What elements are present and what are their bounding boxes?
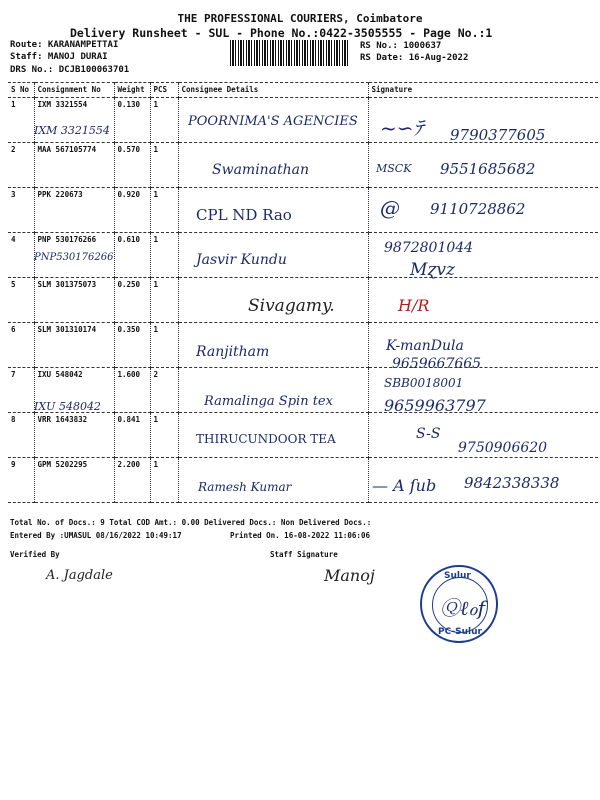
cell-sno: 8 — [8, 413, 34, 458]
handwritten-signature-8: S-S — [416, 426, 441, 442]
cell-consignment: MAA 567105774 — [34, 143, 114, 188]
staff-signature-label: Staff Signature — [270, 550, 338, 559]
handwritten-phone-1: 9790377605 — [450, 126, 546, 144]
cell-weight: 0.570 — [114, 143, 150, 188]
cell-consignment: SLM 301310174 — [34, 323, 114, 368]
handwritten-signature-5: H/R — [398, 296, 430, 315]
cell-sno: 3 — [8, 188, 34, 233]
col-consignment: Consignment No — [34, 83, 114, 98]
col-consignee: Consignee Details — [178, 83, 368, 98]
verified-signature: A. Jagdale — [46, 568, 113, 583]
cell-weight: 2.200 — [114, 458, 150, 503]
cell-weight: 0.130 — [114, 98, 150, 143]
cell-consignment: PNP 530176266 — [34, 233, 114, 278]
cell-pcs: 1 — [150, 233, 178, 278]
col-pcs: PCS — [150, 83, 178, 98]
cell-weight: 0.350 — [114, 323, 150, 368]
handwritten-phone-6: 9659667665 — [392, 356, 482, 372]
barcode — [230, 40, 350, 66]
cell-weight: 0.841 — [114, 413, 150, 458]
signature-mark-1: ~∽ﾃ — [380, 116, 424, 140]
handwritten-phone-8: 9750906620 — [458, 440, 548, 456]
cell-pcs: 1 — [150, 98, 178, 143]
cell-pcs: 1 — [150, 413, 178, 458]
col-weight: Weight — [114, 83, 150, 98]
handwritten-signature-7: SBB0018001 — [384, 376, 464, 390]
handwritten-consignee-9: Ramesh Kumar — [198, 480, 292, 494]
handwritten-phone-4: 9872801044 — [384, 240, 474, 256]
handwritten-consignee-5: Sivagamy. — [248, 296, 335, 316]
cell-weight: 0.250 — [114, 278, 150, 323]
route-label: Route: KARANAMPETTAI — [10, 40, 119, 50]
handwritten-consignment-7: IXU 548042 — [34, 400, 101, 413]
staff-label: Staff: MANOJ DURAI — [10, 52, 108, 62]
cell-pcs: 1 — [150, 188, 178, 233]
cell-consignment: IXU 548042 — [34, 368, 114, 413]
cell-weight: 0.610 — [114, 233, 150, 278]
cell-sno: 6 — [8, 323, 34, 368]
table-header-row — [8, 83, 598, 98]
handwritten-consignee-2: Swaminathan — [212, 162, 310, 178]
cell-weight: 0.920 — [114, 188, 150, 233]
verified-by-label: Verified By — [10, 550, 60, 559]
cell-consignment: PPK 220673 — [34, 188, 114, 233]
cell-sno: 4 — [8, 233, 34, 278]
handwritten-phone-2: 9551685682 — [440, 160, 536, 178]
handwritten-consignee-1: POORNIMA'S AGENCIES — [188, 114, 358, 129]
signature-mark-9: — A ſub — [372, 476, 437, 495]
handwritten-consignment-1: IXM 3321554 — [34, 124, 110, 137]
signature-mark-4: Мɀvz — [410, 260, 455, 280]
handwritten-phone-9: 9842338338 — [464, 474, 560, 492]
rs-date: RS Date: 16-Aug-2022 — [360, 53, 469, 63]
handwritten-consignee-6: Ranjitham — [196, 344, 270, 360]
handwritten-consignee-7: Ramalinga Spin tex — [204, 394, 333, 409]
cell-consignment: GPM 5202295 — [34, 458, 114, 503]
stamp-text-bottom: PC-Sulur — [438, 627, 482, 637]
cell-consignment: IXM 3321554 — [34, 98, 114, 143]
col-sno: S No — [8, 83, 34, 98]
cell-consignment: SLM 301375073 — [34, 278, 114, 323]
stamp-signature-scribble: Ⓠℓℴf — [440, 596, 485, 620]
stamp-text-top: Sulur — [444, 571, 471, 581]
cell-sno: 1 — [8, 98, 34, 143]
handwritten-consignee-4: Jasvir Kundu — [196, 252, 287, 268]
cell-pcs: 1 — [150, 143, 178, 188]
staff-signature: Manoj — [324, 566, 375, 585]
table-row — [8, 323, 598, 368]
rs-number: RS No.: 1000637 — [360, 41, 442, 51]
cell-weight: 1.600 — [114, 368, 150, 413]
cell-pcs: 2 — [150, 368, 178, 413]
handwritten-phone-7: 9659963797 — [384, 396, 486, 415]
handwritten-consignee-8: THIRUCUNDOOR TEA — [196, 432, 336, 446]
printed-on: Printed On. 16-08-2022 11:06:06 — [230, 531, 370, 540]
cell-consignment: VRR 1643832 — [34, 413, 114, 458]
entered-by: Entered By :UMASUL 08/16/2022 10:49:17 — [10, 531, 182, 540]
cell-sno: 7 — [8, 368, 34, 413]
handwritten-signature-6: K-manDula — [386, 338, 464, 354]
cell-pcs: 1 — [150, 278, 178, 323]
handwritten-phone-3: 9110728862 — [430, 200, 526, 218]
handwritten-signature-2: MSCK — [376, 162, 412, 175]
totals-line: Total No. of Docs.: 9 Total COD Amt.: 0.00 Delivered Docs.: Non Delivered Docs.: — [10, 518, 372, 527]
handwritten-consignee-3: CPL ND Rao — [196, 206, 292, 224]
cell-sno: 9 — [8, 458, 34, 503]
runsheet-subtitle: Delivery Runsheet - SUL - Phone No.:0422-3505555 - Page No.:1 — [70, 26, 493, 40]
col-signature: Signature — [368, 83, 598, 98]
company-title: THE PROFESSIONAL COURIERS, Coimbatore — [177, 12, 423, 25]
cell-pcs: 1 — [150, 458, 178, 503]
cell-pcs: 1 — [150, 323, 178, 368]
handwritten-consignment-4: PNP530176266 — [34, 252, 114, 263]
drs-label: DRS No.: DCJB100063701 — [10, 65, 130, 75]
cell-sno: 2 — [8, 143, 34, 188]
cell-sno: 5 — [8, 278, 34, 323]
signature-mark-3: @ — [380, 196, 400, 220]
